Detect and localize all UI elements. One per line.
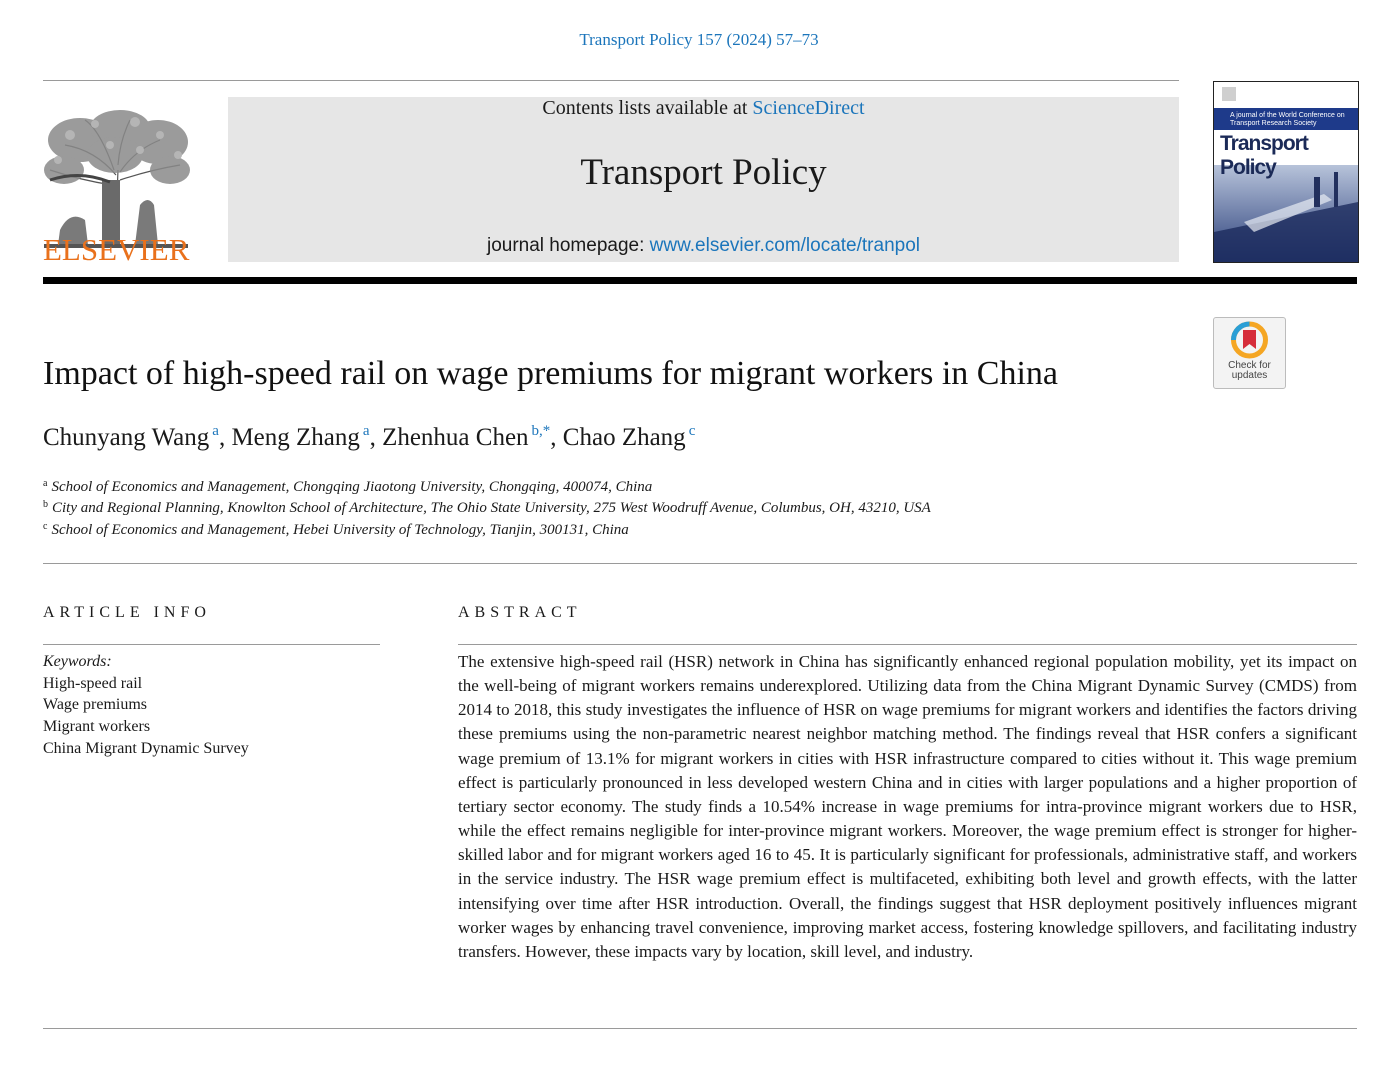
homepage-line	[228, 235, 1179, 257]
affiliation-a	[43, 478, 652, 496]
article-info-heading: ARTICLE INFO	[43, 604, 211, 621]
check-for-updates-button[interactable]	[1213, 317, 1286, 389]
author-list: Chunyang Wang $^a$, Meng Zhang $^a$, Zhenhua Chen $^{b,*}$, Chao Zhang $^c$	[43, 423, 696, 451]
affiliation-c	[43, 521, 629, 539]
author-affil-mark[interactable]: a	[362, 423, 370, 439]
cover-subtitle: A journal of the World Conference on Transport Research Society	[1230, 112, 1345, 127]
contents-prefix: Contents lists available at	[542, 97, 753, 119]
homepage-prefix: journal homepage:	[486, 235, 650, 256]
check-updates-icon	[1214, 318, 1285, 362]
abstract-text: The extensive high-speed rail (HSR) network in China has significantly enhanced regional population mobility, yet its impact on the well-being of migrant workers remains underexplored. Utilizing data from the China Migrant Dynamic Survey (CMDS) from 2014 to 2018, this study investigates the influence of HSR on wage premiums for migrant workers and identifies the factors driving these premiums using the non-parametric nearest neighbor matching method. The findings reveal that HSR confers a significant wage premium of 13.1% for migrant workers in cities with HSR infrastructure compared to cities without it. This wage premium effect is particularly pronounced in less developed western China and in cities with larger populations and a higher proportion of tertiary sector economy. The study finds a 10.54% increase in wage premiums for intra-province migrant workers due to HSR, while the effect remains negligible for inter-province migrant workers. Moreover, the wage premium effect is stronger for higher-skilled labor and for migrant workers aged 16 to 45. It is particularly significant for professionals, administrative staff, and workers in the service industry. The HSR wage premium effect is multifaceted, exhibiting both level and growth effects, with the latter intensifying over time after HSR introduction. Overall, the findings suggest that HSR deployment positively influences migrant worker wages by enhancing travel convenience, improving market access, fostering knowledge spillovers, and facilitating industry transfers. However, these impacts vary by location, skill level, and industry.	[458, 652, 1357, 961]
sciencedirect-link[interactable]: ScienceDirect	[752, 97, 865, 119]
abstract-rule	[458, 644, 1357, 645]
cover-title: Transport Policy	[1220, 132, 1308, 179]
affiliation-text: School of Economics and Management, Chongqing Jiaotong University, Chongqing, 400074, China	[51, 479, 653, 495]
homepage-link[interactable]: www.elsevier.com/locate/tranpol	[649, 235, 920, 256]
keywords-block	[43, 651, 249, 760]
abstract-heading: ABSTRACT	[458, 604, 582, 621]
keyword-item: China Migrant Dynamic Survey	[43, 739, 249, 757]
author-affil-mark[interactable]: c	[688, 423, 696, 439]
affiliation-mark: c	[43, 521, 48, 532]
journal-banner	[228, 97, 1179, 262]
author-name[interactable]: Meng Zhang	[231, 424, 360, 451]
journal-name: Transport Policy	[580, 152, 827, 193]
contents-line	[228, 97, 1179, 120]
check-updates-label: Check for updates	[1228, 360, 1271, 381]
journal-cover-thumbnail[interactable]	[1213, 81, 1359, 263]
article-title: Impact of high-speed rail on wage premiums for migrant workers in China	[43, 355, 1059, 392]
bottom-rule	[43, 1028, 1357, 1029]
journal-citation-link[interactable]: Transport Policy 157 (2024) 57–73	[579, 30, 819, 49]
affiliation-text: City and Regional Planning, Knowlton School of Architecture, The Ohio State University, 275 West Woodruff Avenue, Columbus, OH, 43210, USA	[52, 500, 931, 516]
keyword-item: High-speed rail	[43, 674, 143, 692]
article-info-rule	[43, 644, 380, 645]
keyword-item: Migrant workers	[43, 718, 151, 736]
keyword-item: Wage premiums	[43, 696, 148, 714]
section-divider	[43, 563, 1357, 564]
elsevier-wordmark: ELSEVIER	[43, 232, 190, 267]
affiliation-text: School of Economics and Management, Hebei University of Technology, Tianjin, 300131, China	[51, 522, 629, 538]
affiliation-b	[43, 499, 931, 517]
header-thick-rule	[43, 277, 1357, 284]
author-affil-mark[interactable]: b,*	[531, 423, 551, 439]
affiliation-mark: a	[43, 478, 48, 489]
keywords-label: Keywords:	[43, 653, 112, 670]
header-top-rule	[43, 80, 1179, 81]
author-name[interactable]: Zhenhua Chen	[382, 424, 529, 451]
author-name[interactable]: Chao Zhang	[562, 424, 686, 451]
author-affil-mark[interactable]: a	[212, 423, 219, 439]
affiliation-mark: b	[43, 499, 48, 510]
author-name[interactable]: Chunyang Wang	[43, 424, 210, 451]
